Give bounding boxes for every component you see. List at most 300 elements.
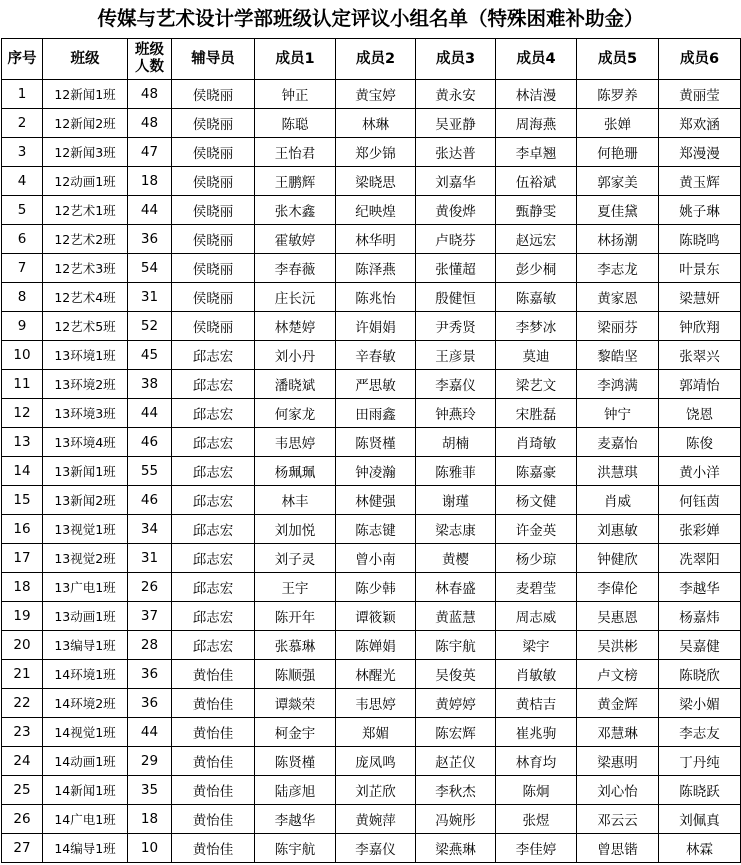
table-row	[2, 631, 741, 660]
cell-counselor: 侯晓丽	[172, 138, 255, 167]
cell-counselor: 侯晓丽	[172, 312, 255, 341]
cell-class-size: 34	[128, 515, 172, 544]
cell-member-4: 宋胜磊	[496, 399, 577, 428]
cell-member-1: 陈宇航	[255, 834, 336, 863]
cell-member-4: 甄静雯	[496, 196, 577, 225]
cell-class-size: 31	[128, 544, 172, 573]
cell-index: 17	[2, 544, 43, 573]
cell-member-3: 黄俊烨	[416, 196, 496, 225]
cell-member-5: 郭家美	[577, 167, 659, 196]
cell-index: 23	[2, 718, 43, 747]
cell-member-6: 吴嘉健	[659, 631, 741, 660]
cell-member-6: 张翠兴	[659, 341, 741, 370]
cell-member-3: 梁志康	[416, 515, 496, 544]
cell-class: 13环境1班	[43, 341, 128, 370]
cell-class: 14环境1班	[43, 660, 128, 689]
cell-member-1: 韦思婷	[255, 428, 336, 457]
cell-member-2: 田雨鑫	[336, 399, 416, 428]
cell-class: 13广电1班	[43, 573, 128, 602]
table-row	[2, 457, 741, 486]
cell-index: 25	[2, 776, 43, 805]
cell-class: 13环境2班	[43, 370, 128, 399]
cell-member-1: 陈顺强	[255, 660, 336, 689]
cell-member-4: 许金英	[496, 515, 577, 544]
cell-index: 19	[2, 602, 43, 631]
cell-member-2: 陈志键	[336, 515, 416, 544]
cell-class-size: 44	[128, 399, 172, 428]
table-row	[2, 109, 741, 138]
cell-member-1: 林楚婷	[255, 312, 336, 341]
header-counselor: 辅导员	[172, 39, 255, 80]
table-row	[2, 718, 741, 747]
cell-class-size: 28	[128, 631, 172, 660]
cell-member-6: 郑欢涵	[659, 109, 741, 138]
cell-member-4: 莫迪	[496, 341, 577, 370]
cell-member-2: 梁晓思	[336, 167, 416, 196]
cell-counselor: 黄怡佳	[172, 689, 255, 718]
table-row	[2, 428, 741, 457]
cell-member-6: 李志友	[659, 718, 741, 747]
cell-member-4: 彭少桐	[496, 254, 577, 283]
cell-member-2: 许娟娟	[336, 312, 416, 341]
cell-index: 18	[2, 573, 43, 602]
cell-member-5: 林扬潮	[577, 225, 659, 254]
cell-class: 13环境3班	[43, 399, 128, 428]
cell-index: 3	[2, 138, 43, 167]
cell-class: 12艺术2班	[43, 225, 128, 254]
cell-class: 13新闻2班	[43, 486, 128, 515]
cell-counselor: 黄怡佳	[172, 718, 255, 747]
cell-member-4: 周海燕	[496, 109, 577, 138]
cell-counselor: 邱志宏	[172, 341, 255, 370]
cell-member-6: 冼翠阳	[659, 544, 741, 573]
cell-member-4: 李卓翘	[496, 138, 577, 167]
cell-member-5: 曾思锴	[577, 834, 659, 863]
cell-member-1: 何家龙	[255, 399, 336, 428]
cell-member-5: 麦嘉怡	[577, 428, 659, 457]
cell-member-5: 刘心怡	[577, 776, 659, 805]
cell-member-2: 刘芷欣	[336, 776, 416, 805]
cell-class-size: 52	[128, 312, 172, 341]
table-row	[2, 167, 741, 196]
cell-class-size: 46	[128, 428, 172, 457]
table-row	[2, 660, 741, 689]
cell-class: 13编导1班	[43, 631, 128, 660]
cell-member-5: 黎皓坚	[577, 341, 659, 370]
cell-counselor: 侯晓丽	[172, 167, 255, 196]
cell-index: 6	[2, 225, 43, 254]
cell-member-5: 钟健欣	[577, 544, 659, 573]
cell-member-6: 杨嘉炜	[659, 602, 741, 631]
cell-class-size: 48	[128, 80, 172, 109]
cell-index: 1	[2, 80, 43, 109]
cell-index: 4	[2, 167, 43, 196]
cell-member-2: 谭筱颖	[336, 602, 416, 631]
document-title: 传媒与艺术设计学部班级认定评议小组名单（特殊困难补助金）	[97, 7, 644, 30]
cell-member-6: 梁慧妍	[659, 283, 741, 312]
cell-member-3: 谢瑾	[416, 486, 496, 515]
cell-member-4: 麦碧莹	[496, 573, 577, 602]
cell-class: 12新闻3班	[43, 138, 128, 167]
cell-member-3: 赵芷仪	[416, 747, 496, 776]
cell-index: 22	[2, 689, 43, 718]
table-row	[2, 805, 741, 834]
cell-index: 11	[2, 370, 43, 399]
cell-member-5: 何艳珊	[577, 138, 659, 167]
cell-member-1: 刘子灵	[255, 544, 336, 573]
table-row	[2, 486, 741, 515]
cell-member-5: 梁惠明	[577, 747, 659, 776]
table-row	[2, 834, 741, 863]
cell-class: 14编导1班	[43, 834, 128, 863]
cell-member-4: 张煜	[496, 805, 577, 834]
cell-class: 12艺术3班	[43, 254, 128, 283]
cell-counselor: 侯晓丽	[172, 225, 255, 254]
cell-member-2: 李嘉仪	[336, 834, 416, 863]
cell-member-4: 肖敏敏	[496, 660, 577, 689]
table-row	[2, 80, 741, 109]
cell-class: 12艺术5班	[43, 312, 128, 341]
cell-counselor: 黄怡佳	[172, 805, 255, 834]
cell-index: 2	[2, 109, 43, 138]
cell-class-size: 18	[128, 167, 172, 196]
cell-member-2: 陈泽燕	[336, 254, 416, 283]
cell-member-1: 陈聪	[255, 109, 336, 138]
table-row	[2, 225, 741, 254]
cell-member-2: 黄婉萍	[336, 805, 416, 834]
cell-member-3: 尹秀贤	[416, 312, 496, 341]
cell-member-4: 崔兆驹	[496, 718, 577, 747]
header-member-1: 成员1	[255, 39, 336, 80]
committee-table	[1, 38, 741, 863]
cell-counselor: 侯晓丽	[172, 109, 255, 138]
cell-member-5: 钟宁	[577, 399, 659, 428]
cell-member-5: 黄家恩	[577, 283, 659, 312]
cell-member-2: 韦思婷	[336, 689, 416, 718]
cell-class-size: 18	[128, 805, 172, 834]
cell-class-size: 54	[128, 254, 172, 283]
table-row	[2, 341, 741, 370]
cell-member-1: 张木鑫	[255, 196, 336, 225]
cell-counselor: 邱志宏	[172, 399, 255, 428]
cell-member-5: 陈罗养	[577, 80, 659, 109]
cell-class-size: 47	[128, 138, 172, 167]
cell-class-size: 35	[128, 776, 172, 805]
cell-class-size: 38	[128, 370, 172, 399]
cell-member-4: 林育均	[496, 747, 577, 776]
header-member-3: 成员3	[416, 39, 496, 80]
cell-member-3: 吴俊英	[416, 660, 496, 689]
cell-member-6: 何钰茵	[659, 486, 741, 515]
cell-counselor: 黄怡佳	[172, 776, 255, 805]
cell-counselor: 邱志宏	[172, 457, 255, 486]
cell-index: 16	[2, 515, 43, 544]
cell-member-4: 林洁漫	[496, 80, 577, 109]
cell-member-2: 郑少锦	[336, 138, 416, 167]
cell-class-size: 10	[128, 834, 172, 863]
table-row	[2, 370, 741, 399]
cell-class: 12动画1班	[43, 167, 128, 196]
cell-class: 13视觉2班	[43, 544, 128, 573]
table-row	[2, 399, 741, 428]
cell-member-4: 李梦冰	[496, 312, 577, 341]
cell-member-3: 陈宇航	[416, 631, 496, 660]
cell-member-5: 李志龙	[577, 254, 659, 283]
cell-member-1: 杨珮珮	[255, 457, 336, 486]
cell-class: 13动画1班	[43, 602, 128, 631]
cell-member-4: 肖琦敏	[496, 428, 577, 457]
cell-member-1: 柯金宇	[255, 718, 336, 747]
cell-member-3: 卢晓芬	[416, 225, 496, 254]
cell-index: 7	[2, 254, 43, 283]
table-row	[2, 689, 741, 718]
cell-member-2: 曾小南	[336, 544, 416, 573]
table-row	[2, 544, 741, 573]
cell-member-4: 陈嘉豪	[496, 457, 577, 486]
cell-member-1: 庄长沅	[255, 283, 336, 312]
cell-class: 12艺术1班	[43, 196, 128, 225]
cell-member-3: 黄婷婷	[416, 689, 496, 718]
cell-member-3: 张达普	[416, 138, 496, 167]
cell-index: 5	[2, 196, 43, 225]
cell-member-4: 杨文健	[496, 486, 577, 515]
cell-counselor: 黄怡佳	[172, 747, 255, 776]
cell-class: 14广电1班	[43, 805, 128, 834]
cell-member-5: 邓慧琳	[577, 718, 659, 747]
cell-index: 9	[2, 312, 43, 341]
cell-member-2: 林琳	[336, 109, 416, 138]
cell-class: 14动画1班	[43, 747, 128, 776]
cell-member-3: 胡楠	[416, 428, 496, 457]
cell-class-size: 48	[128, 109, 172, 138]
cell-member-5: 邓云云	[577, 805, 659, 834]
cell-member-5: 李鸿满	[577, 370, 659, 399]
cell-member-4: 梁宇	[496, 631, 577, 660]
cell-member-6: 丁丹纯	[659, 747, 741, 776]
table-row	[2, 776, 741, 805]
cell-member-2: 陈少韩	[336, 573, 416, 602]
cell-class-size: 44	[128, 196, 172, 225]
cell-member-3: 王彦景	[416, 341, 496, 370]
header-row	[2, 39, 741, 80]
cell-member-1: 李越华	[255, 805, 336, 834]
header-index: 序号	[2, 39, 43, 80]
cell-member-4: 李佳婷	[496, 834, 577, 863]
cell-member-4: 梁艺文	[496, 370, 577, 399]
cell-member-5: 黄金辉	[577, 689, 659, 718]
cell-counselor: 邱志宏	[172, 486, 255, 515]
cell-member-6: 李越华	[659, 573, 741, 602]
cell-class: 14视觉1班	[43, 718, 128, 747]
cell-member-1: 谭燚荣	[255, 689, 336, 718]
cell-member-2: 林华明	[336, 225, 416, 254]
cell-member-6: 陈晓鸣	[659, 225, 741, 254]
table-row	[2, 283, 741, 312]
table-row	[2, 196, 741, 225]
cell-index: 15	[2, 486, 43, 515]
cell-member-6: 黄玉辉	[659, 167, 741, 196]
cell-member-1: 李春薇	[255, 254, 336, 283]
cell-class: 13新闻1班	[43, 457, 128, 486]
cell-class-size: 37	[128, 602, 172, 631]
table-row	[2, 747, 741, 776]
cell-index: 8	[2, 283, 43, 312]
table-row	[2, 254, 741, 283]
cell-member-3: 陈雅菲	[416, 457, 496, 486]
header-member-4: 成员4	[496, 39, 577, 80]
cell-class-size: 55	[128, 457, 172, 486]
cell-class-size: 45	[128, 341, 172, 370]
cell-member-6: 姚子琳	[659, 196, 741, 225]
cell-class-size: 26	[128, 573, 172, 602]
cell-member-5: 李偉伦	[577, 573, 659, 602]
cell-class-size: 46	[128, 486, 172, 515]
cell-member-1: 钟正	[255, 80, 336, 109]
cell-member-1: 陆彦旭	[255, 776, 336, 805]
cell-member-2: 陈婵娟	[336, 631, 416, 660]
cell-index: 13	[2, 428, 43, 457]
cell-counselor: 邱志宏	[172, 602, 255, 631]
cell-index: 14	[2, 457, 43, 486]
cell-member-2: 陈兆怡	[336, 283, 416, 312]
cell-member-5: 洪慧琪	[577, 457, 659, 486]
cell-member-1: 潘晓斌	[255, 370, 336, 399]
table-body	[2, 80, 741, 863]
cell-member-5: 梁丽芬	[577, 312, 659, 341]
cell-counselor: 邱志宏	[172, 370, 255, 399]
cell-member-2: 郑媚	[336, 718, 416, 747]
cell-member-2: 林醒光	[336, 660, 416, 689]
cell-member-2: 严思敏	[336, 370, 416, 399]
cell-member-6: 黄小洋	[659, 457, 741, 486]
cell-class-size: 31	[128, 283, 172, 312]
cell-member-5: 吴洪彬	[577, 631, 659, 660]
cell-member-3: 吴亚静	[416, 109, 496, 138]
cell-class: 12艺术4班	[43, 283, 128, 312]
cell-member-1: 陈贤槿	[255, 747, 336, 776]
cell-class: 14环境2班	[43, 689, 128, 718]
cell-member-3: 黄永安	[416, 80, 496, 109]
table-row	[2, 312, 741, 341]
cell-counselor: 邱志宏	[172, 544, 255, 573]
cell-member-3: 殷健恒	[416, 283, 496, 312]
header-member-5: 成员5	[577, 39, 659, 80]
cell-member-3: 李秋杰	[416, 776, 496, 805]
cell-member-4: 黄桔吉	[496, 689, 577, 718]
cell-index: 26	[2, 805, 43, 834]
cell-index: 12	[2, 399, 43, 428]
cell-counselor: 邱志宏	[172, 428, 255, 457]
cell-member-2: 辛春敏	[336, 341, 416, 370]
cell-member-1: 王宇	[255, 573, 336, 602]
cell-member-2: 黄宝婷	[336, 80, 416, 109]
cell-member-1: 王怡君	[255, 138, 336, 167]
cell-member-1: 刘小丹	[255, 341, 336, 370]
cell-member-1: 霍敏婷	[255, 225, 336, 254]
cell-member-3: 黄蓝慧	[416, 602, 496, 631]
cell-member-6: 郭靖怡	[659, 370, 741, 399]
header-class: 班级	[43, 39, 128, 80]
cell-class-size: 44	[128, 718, 172, 747]
table-row	[2, 515, 741, 544]
cell-member-2: 庞凤鸣	[336, 747, 416, 776]
cell-class-size: 36	[128, 689, 172, 718]
cell-member-2: 陈贤槿	[336, 428, 416, 457]
header-class-size: 班级人数	[128, 39, 172, 80]
cell-member-6: 黄丽莹	[659, 80, 741, 109]
cell-member-1: 林丰	[255, 486, 336, 515]
cell-member-6: 林霖	[659, 834, 741, 863]
cell-member-6: 叶景东	[659, 254, 741, 283]
cell-member-2: 钟凌瀚	[336, 457, 416, 486]
cell-counselor: 邱志宏	[172, 573, 255, 602]
cell-member-4: 赵远宏	[496, 225, 577, 254]
cell-counselor: 邱志宏	[172, 515, 255, 544]
cell-member-5: 刘惠敏	[577, 515, 659, 544]
table-row	[2, 602, 741, 631]
cell-index: 10	[2, 341, 43, 370]
cell-member-4: 陈嘉敏	[496, 283, 577, 312]
cell-member-6: 郑漫漫	[659, 138, 741, 167]
cell-member-3: 黄樱	[416, 544, 496, 573]
cell-member-4: 陈炯	[496, 776, 577, 805]
cell-counselor: 邱志宏	[172, 631, 255, 660]
cell-member-6: 钟欣翔	[659, 312, 741, 341]
cell-member-3: 钟燕玲	[416, 399, 496, 428]
table-row	[2, 573, 741, 602]
cell-class: 14新闻1班	[43, 776, 128, 805]
cell-member-5: 肖威	[577, 486, 659, 515]
cell-member-6: 张彩婵	[659, 515, 741, 544]
cell-member-5: 张婵	[577, 109, 659, 138]
cell-member-6: 梁小媚	[659, 689, 741, 718]
cell-counselor: 黄怡佳	[172, 660, 255, 689]
cell-member-5: 卢文榜	[577, 660, 659, 689]
cell-counselor: 侯晓丽	[172, 283, 255, 312]
cell-member-6: 饶恩	[659, 399, 741, 428]
cell-index: 27	[2, 834, 43, 863]
cell-class: 12新闻2班	[43, 109, 128, 138]
cell-member-2: 林健强	[336, 486, 416, 515]
cell-member-1: 张慕琳	[255, 631, 336, 660]
cell-class: 12新闻1班	[43, 80, 128, 109]
cell-member-6: 陈晓跃	[659, 776, 741, 805]
cell-class-size: 36	[128, 660, 172, 689]
cell-class: 13环境4班	[43, 428, 128, 457]
cell-member-2: 纪映煌	[336, 196, 416, 225]
cell-index: 20	[2, 631, 43, 660]
cell-member-4: 杨少琼	[496, 544, 577, 573]
header-member-2: 成员2	[336, 39, 416, 80]
cell-member-5: 夏佳黛	[577, 196, 659, 225]
cell-member-3: 刘嘉华	[416, 167, 496, 196]
cell-counselor: 侯晓丽	[172, 196, 255, 225]
cell-member-3: 林春盛	[416, 573, 496, 602]
cell-counselor: 黄怡佳	[172, 834, 255, 863]
cell-member-6: 陈俊	[659, 428, 741, 457]
cell-class-size: 29	[128, 747, 172, 776]
cell-member-5: 吴惠恩	[577, 602, 659, 631]
cell-class-size: 36	[128, 225, 172, 254]
cell-member-3: 冯婉彤	[416, 805, 496, 834]
cell-member-1: 陈开年	[255, 602, 336, 631]
cell-member-4: 周志威	[496, 602, 577, 631]
cell-member-6: 刘佩真	[659, 805, 741, 834]
cell-member-4: 伍裕斌	[496, 167, 577, 196]
cell-member-3: 李嘉仪	[416, 370, 496, 399]
cell-class: 13视觉1班	[43, 515, 128, 544]
cell-member-6: 陈晓欣	[659, 660, 741, 689]
